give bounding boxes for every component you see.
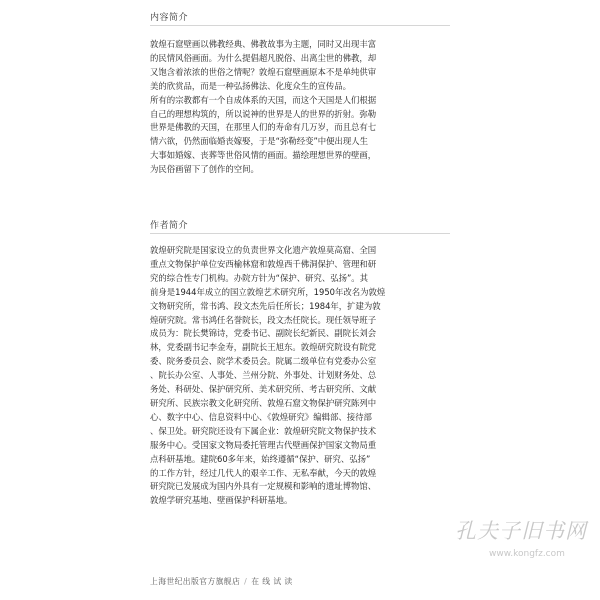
watermark-logo-text: 孔夫子旧书网 [455, 519, 587, 543]
text-line: 林，党委副书记李金寿，副院长王旭东。敦煌研究院设有院党 [150, 342, 377, 353]
watermark [455, 515, 595, 587]
intro-heading: 内容简介 [150, 13, 189, 23]
text-line: 敦煌研究院是国家设立的负责世界文化遗产敦煌莫高窟、全国 [150, 245, 377, 255]
text-line: 美的欣赏品，而是一种弘扬佛法、化度众生的宣传品。 [150, 80, 351, 91]
text-line: 世界是佛教的天国，在那里人们的寿命有几万岁，而且总有七 [150, 122, 377, 133]
author-paragraph [150, 244, 450, 508]
text-line: 所有的宗教都有一个自成体系的天国，而这个天国是人们根据 [150, 94, 377, 105]
text-line: 究的综合性专门机构。办院方针为“保护、研究、弘扬”。其 [150, 272, 369, 283]
text-line: 、保卫处。研究院还设有下属企业：敦煌研究院文物保护技术 [150, 425, 377, 436]
text-line: 前身是1944年成立的国立敦煌艺术研究所，1950年改名为敦煌 [150, 286, 386, 297]
text-line: 大事如婚嫁、丧葬等世俗风情的画面。描绘理想世界的壁画， [150, 150, 377, 161]
author-divider [150, 233, 450, 234]
text-line: 成员为：院长樊锦诗，党委书记、副院长纪新民、副院长刘会 [150, 328, 377, 339]
text-line: 情六欲，仍然面临婚丧嫁娶，于是“弥勒经变”中便出现人生 [150, 136, 369, 147]
text-line: 敦煌学研究基地、壁画保护科研基地。 [150, 495, 293, 506]
text-line: 研究院已发展成为国内外具有一定规模和影响的遗址博物馆、 [150, 481, 377, 492]
text-line: 研究所、民族宗教文化研究所、敦煌石窟文物保护研究陈列中 [150, 397, 377, 408]
store-link[interactable]: 上海世纪出版官方旗舰店 [150, 577, 241, 586]
text-line: 心、数字中心、信息资料中心、《敦煌研究》编辑部、接待部 [150, 411, 372, 422]
footer-bar [150, 576, 293, 587]
text-line: 敦煌石窟壁画以佛教经典、佛教故事为主题，同时又出现丰富 [150, 39, 377, 49]
intro-paragraph [150, 38, 450, 177]
text-line: 点科研基地。建院60多年来，始终遵循“保护、研究、弘扬” [150, 453, 371, 464]
text-line: 务处、科研处、保护研究所、美术研究所、考古研究所、文献 [150, 384, 377, 395]
text-line: 为民俗画留下了创作的空间。 [150, 164, 259, 175]
text-line: 的民情风俗画面。为什么提倡超凡脱俗、出离尘世的佛教，却 [150, 52, 377, 63]
text-line: 煌研究院。常书鸿任名誉院长，段文杰任院长。现任领导班子 [150, 314, 377, 325]
text-line: 的工作方针，经过几代人的艰辛工作、无私奉献，今天的敦煌 [150, 467, 377, 478]
author-heading: 作者简介 [150, 221, 189, 231]
text-line: 服务中心。受国家文物局委托管理古代壁画保护国家文物局重 [150, 439, 377, 450]
footer-separator: / [244, 577, 248, 586]
text-line: 文物研究所，常书鸿、段文杰先后任所长；1984年，扩建为敦 [150, 300, 381, 311]
text-line: 、院长办公室、人事处、兰州分院、外事处、计划财务处、总 [150, 370, 377, 381]
text-line: 委、院务委员会、院学术委员会。院属二级单位有党委办公室 [150, 356, 377, 367]
online-preview-link[interactable]: 在 线 试 读 [251, 577, 293, 586]
watermark-url: www.kongfz.com [489, 549, 565, 559]
intro-divider [150, 25, 450, 26]
text-line: 重点文物保护单位安西榆林窟和敦煌西千佛洞保护、管理和研 [150, 258, 377, 269]
text-line: 又饱含着浓浓的世俗之情呢？敦煌石窟壁画原本不是单纯供审 [150, 66, 377, 77]
text-line: 自己的理想构筑的，所以说神的世界是人的世界的折射。弥勒 [150, 108, 377, 119]
